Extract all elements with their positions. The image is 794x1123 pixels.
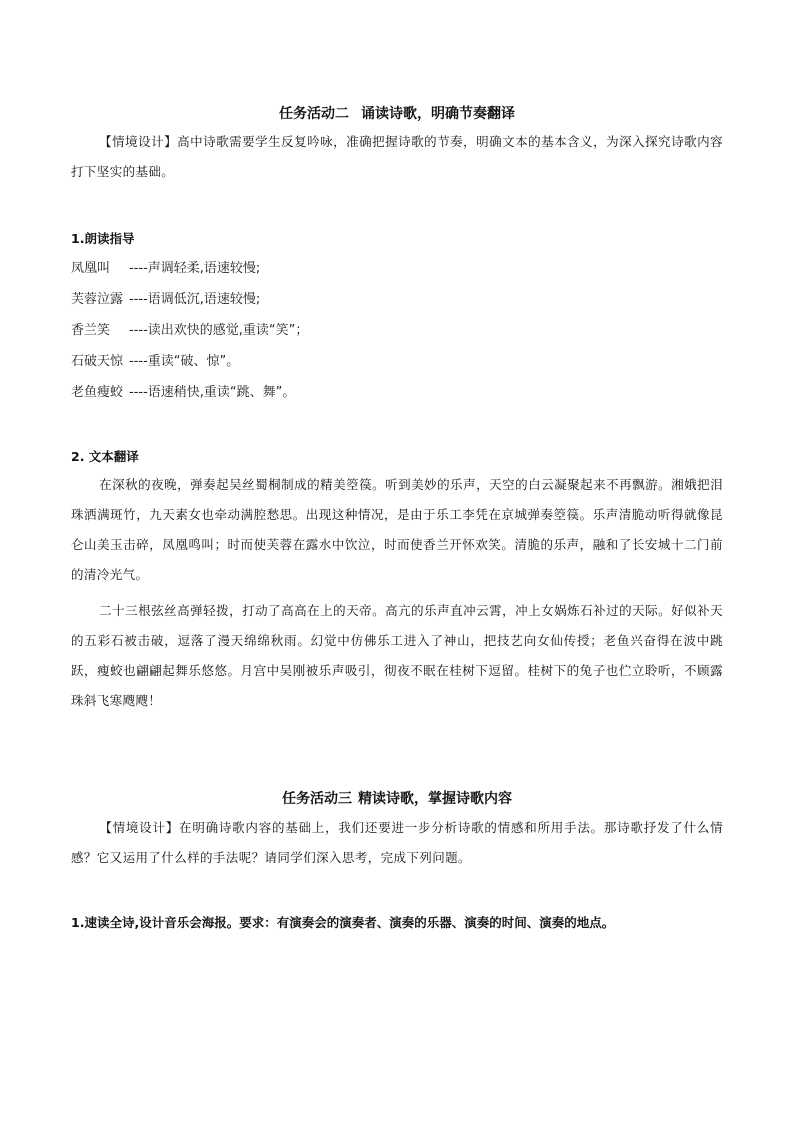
activity2-title-sub: 诵读诗歌，明确节奏翻译 — [361, 106, 515, 122]
activity3-situation-label: 【情境设计】 — [99, 820, 180, 835]
activity3-title-sub: 精读诗歌，掌握诗歌内容 — [358, 791, 512, 807]
translation-paragraph-2 — [71, 596, 723, 716]
guide-term: 石破天惊 — [71, 354, 124, 369]
guide-term: 香兰笑 — [71, 323, 111, 338]
section2-heading: 2. 文本翻译 — [71, 449, 139, 464]
activity3-situation — [71, 813, 723, 873]
guide-term: 老鱼瘦蛟 — [71, 385, 124, 400]
guide-row — [71, 352, 239, 372]
activity3-situation-text: 在明确诗歌内容的基础上，我们还要进一步分析诗歌的情感和所用手法。那诗歌抒发了什么情感？它又运用了什么样的手法呢？请同学们深入思考，完成下列问题。 — [71, 820, 724, 865]
activity3-title — [0, 789, 794, 809]
translation-text-2: 二十三根弦丝高弹轻拨，打动了高高在上的天帝。高亢的乐声直冲云霄，冲上女娲炼石补过的天际。好似补天的五彩石被击破，逗落了漫天绵绵秋雨。幻觉中仿佛乐工进入了神山，把技艺向女仙传授；老鱼兴奋得在波中跳跃，瘦蛟也翩翩起舞乐悠悠。月宫中吴刚被乐声吸引，彻夜不眠在桂树下逗留。桂树下的兔子也伫立聆听，不顾露珠斜飞寒飕飕！ — [71, 603, 723, 708]
guide-desc: ----声调轻柔,语速较慢; — [129, 261, 261, 276]
translation-text-1: 在深秋的夜晚，弹奏起吴丝蜀桐制成的精美箜篌。听到美妙的乐声，天空的白云凝聚起来不再飘游。湘娥把泪珠洒满斑竹，九天素女也牵动满腔愁思。出现这种情况，是由于乐工李凭在京城弹奏箜篌。乐声清脆动听得就像昆仑山美玉击碎，凤凰鸣叫；时而使芙蓉在露水中饮泣，时而使香兰开怀欢笑。清脆的乐声，融和了长安城十二门前的清冷光气。 — [71, 477, 723, 582]
activity3-title-main: 任务活动三 — [282, 791, 352, 807]
guide-term: 凤凰叫 — [71, 261, 111, 276]
activity2-title-main: 任务活动二 — [279, 106, 349, 122]
guide-desc: ----语调低沉,语速较慢; — [129, 292, 261, 307]
activity2-situation-label: 【情境设计】 — [99, 134, 178, 149]
activity2-situation — [71, 127, 723, 187]
guide-row — [71, 259, 260, 279]
activity3-question-1: 1.速读全诗,设计音乐会海报。要求：有演奏会的演奏者、演奏的乐器、演奏的时间、演奏的地点。 — [71, 915, 615, 930]
guide-desc: ----重读“破、惊”。 — [129, 354, 240, 369]
activity2-title — [0, 104, 794, 124]
translation-paragraph-1 — [71, 470, 723, 590]
guide-row — [71, 321, 308, 341]
guide-row — [71, 290, 260, 310]
guide-row — [71, 383, 295, 403]
guide-desc: ----读出欢快的感觉,重读“笑”； — [129, 323, 309, 338]
guide-term: 芙蓉泣露 — [71, 292, 124, 307]
section1-heading: 1.朗读指导 — [71, 231, 135, 246]
guide-desc: ----语速稍快,重读“跳、舞”。 — [129, 385, 296, 400]
activity2-situation-text: 高中诗歌需要学生反复吟咏，准确把握诗歌的节奏，明确文本的基本含义，为深入探究诗歌内容打下坚实的基础。 — [71, 134, 723, 179]
